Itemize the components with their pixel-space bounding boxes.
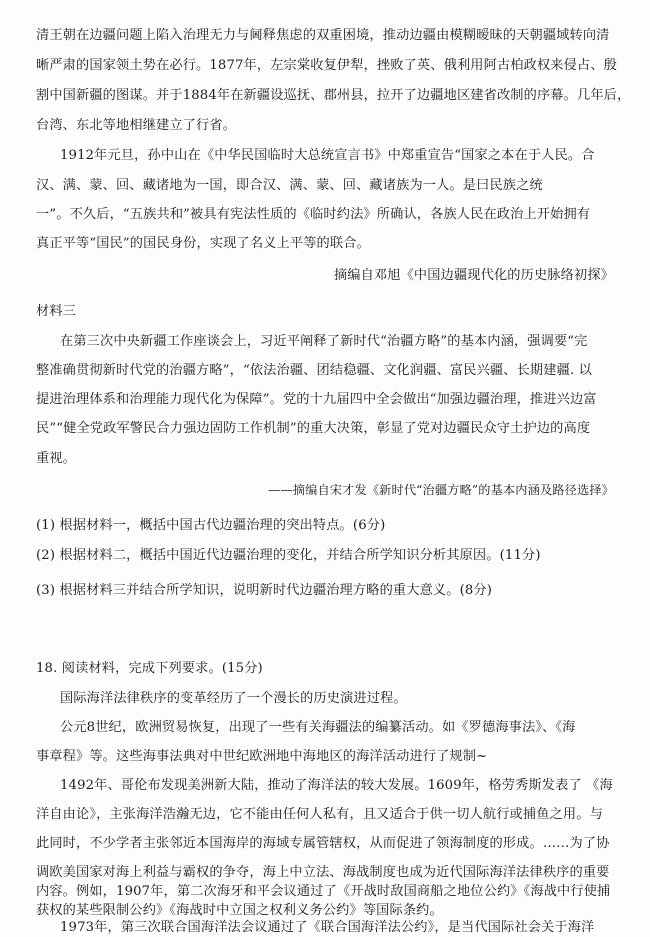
material-three-source: ——摘编自宋才发《新时代“治疆方略”的基本内涵及路径选择》 <box>268 483 614 497</box>
question-18-line: 1973年，第三次联合国海洋法会议通过了《联合国海洋法公约》，是当代国际社会关于海洋 <box>60 920 595 935</box>
material-three-line: 提进治理体系和治理能力现代化为保障”。党的十九届四中全会做出“加强边疆治理，推进兴边富 <box>36 392 597 407</box>
question-item: (1) 根据材料一，概括中国古代边疆治理的突出特点。(6分) <box>36 518 386 533</box>
question-18-line: 内容。例如，1907年，第二次海牙和平会议通过了《开战时敌国商船之地位公约》《海战中行使捕 <box>36 884 611 899</box>
material-two-line: 台湾、东北等地相继建立了行省。 <box>36 118 237 133</box>
material-two-line: 1912年元旦，孙中山在《中华民国临时大总统宣言书》中郑重宣告“国家之本在于人民。合 <box>60 148 595 163</box>
material-three-line: 民”“健全党政军警民合力强边固防工作机制”的重大决策，彰显了党对边疆民众守土护边的高度 <box>36 421 591 436</box>
question-18-line: 国际海洋法律秩序的变革经历了一个漫长的历史演进过程。 <box>60 691 407 706</box>
question-item: (3) 根据材料三并结合所学知识，说明新时代边疆治理方略的重大意义。(8分) <box>36 583 493 598</box>
question-18-line: 事章程》等。这些海事法典对中世纪欧洲地中海地区的海洋活动进行了规制~ <box>36 749 488 764</box>
material-three-line: 整准确贯彻新时代党的治疆方略”，“依法治疆、团结稳疆、文化润疆、富民兴疆、长期建疆. 以 <box>36 363 592 378</box>
question-18-line: 公元8世纪，欧洲贸易恢复，出现了一些有关海疆法的编纂活动。如《罗德海事法》、《海 <box>60 720 576 735</box>
question-18-line: 洋自由论》，主张海洋浩瀚无边，它不能由任何人私有，且又适合于供一切人航行或捕鱼之用。与 <box>36 807 603 822</box>
question-item: (2) 根据材料二，概括中国近代边疆治理的变化，并结合所学知识分析其原因。(11分) <box>36 548 541 563</box>
material-two-line: 汉、满、蒙、回、藏诸地为一国，即合汉、满、蒙、回、藏诸族为一人。是曰民族之统 <box>36 178 543 193</box>
question-18-heading: 18. 阅读材料，完成下列要求。(15分) <box>36 661 263 676</box>
question-18-line: 调欧美国家对海上利益与霸权的争夺，海上中立法、海战制度也成为近代国际海洋法律秩序的重要 <box>36 865 610 880</box>
question-18-line: 获权的某些限制公约》《海战时中立国之权利义务公约》等国际条约。 <box>36 903 443 918</box>
question-18-line: 1492年、哥伦布发现美洲新大陆，推动了海洋法的较大发展。1609年，格劳秀斯发表了 《海 <box>60 778 613 793</box>
material-three-line: 在第三次中央新疆工作座谈会上，习近平阐释了新时代“治疆方略”的基本内涵，强调要“完 <box>60 334 588 349</box>
question-18-line: 此同时，不少学者主张邻近本国海岸的海域专属管辖权，从而促进了领海制度的形成。……为了协 <box>36 836 610 851</box>
material-two-line: 割中国新疆的图谋。并于1884年在新疆设巡抚、郡州县，拉开了边疆地区建省改制的序幕。几年后， <box>36 88 631 103</box>
material-two-line: 一”。不久后，“五族共和”被具有宪法性质的《临时约法》所确认，各族人民在政治上开始拥有 <box>36 207 591 222</box>
material-two-line: 晰严肃的国家领土势在必行。1877年，左宗棠收复伊犁，挫败了英、俄利用阿古柏政权来侵占、殷 <box>36 58 617 73</box>
material-three-heading: 材料三 <box>36 304 77 319</box>
material-three-line: 重视。 <box>36 451 77 466</box>
material-two-line: 清王朝在边疆问题上陷入治理无力与阃释焦虑的双重困境，推动边疆由模糊暧昧的天朝疆域转向清 <box>36 28 610 43</box>
material-two-line: 真正平等“国民”的国民身份，实现了名义上平等的联合。 <box>36 236 370 251</box>
material-two-source: 摘编自邓旭《中国边疆现代化的历史脉络初探》 <box>333 268 614 283</box>
